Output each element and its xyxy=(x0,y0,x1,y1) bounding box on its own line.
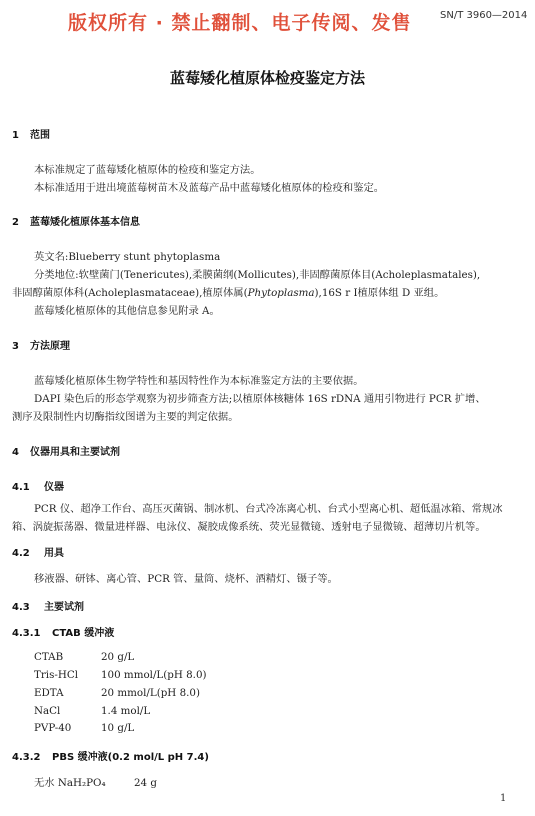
subsection-number: 4.1 xyxy=(12,482,30,493)
reagent-amount: 1.4 mol/L xyxy=(101,705,151,717)
section-title: 方法原理 xyxy=(30,341,70,352)
reagent-name: Tris-HCl xyxy=(34,669,78,681)
subsection-4-3-2-heading xyxy=(12,748,209,763)
section-number: 4 xyxy=(12,447,19,458)
section-number: 2 xyxy=(12,217,19,228)
subsection-title: CTAB 缓冲液 xyxy=(52,628,115,639)
section-number: 1 xyxy=(12,130,19,141)
reagent-row xyxy=(34,669,207,681)
subsection-number: 4.3.2 xyxy=(12,752,41,763)
reagent-name: NaCl xyxy=(34,705,61,717)
subsection-4-2-heading xyxy=(12,544,64,559)
section-1-paragraph-2: 本标准适用于进出境蓝莓树苗木及蓝莓产品中蓝莓矮化植原体的检疫和鉴定。 xyxy=(34,182,385,194)
copyright-watermark: 版权所有 · 禁止翻制、电子传阅、发售 xyxy=(68,12,412,34)
section-3-paragraph-1: 蓝莓矮化植原体生物学特性和基因特性作为本标准鉴定方法的主要依据。 xyxy=(34,375,364,387)
page-title: 蓝莓矮化植原体检疫鉴定方法 xyxy=(169,69,365,87)
reagent-amount: 24 g xyxy=(134,777,157,789)
subsection-4-3-heading xyxy=(12,598,84,613)
subsection-4-3-1-heading xyxy=(12,624,114,639)
reagent-row xyxy=(34,705,150,717)
reagent-name: PVP-40 xyxy=(34,722,72,734)
reagent-amount: 20 g/L xyxy=(101,651,135,663)
section-2-english-name: 英文名:Blueberry stunt phytoplasma xyxy=(34,251,221,263)
instruments-line-2: 箱、涡旋振荡器、微量进样器、电泳仪、凝胶成像系统、荧光显微镜、透射电子显微镜、超薄切片机等。 xyxy=(12,521,486,533)
taxonomy-text-a: 非固醇菌原体科(Acholeplasmataceae),植原体属( xyxy=(12,287,248,299)
reagent-row xyxy=(34,651,134,663)
reagent-name: EDTA xyxy=(34,687,64,699)
subsection-number: 4.2 xyxy=(12,548,30,559)
subsection-number: 4.3 xyxy=(12,602,30,613)
standard-number: SN/T 3960—2014 xyxy=(440,10,528,21)
subsection-number: 4.3.1 xyxy=(12,628,41,639)
reagent-amount: 100 mmol/L(pH 8.0) xyxy=(101,669,207,681)
reagent-amount: 10 g/L xyxy=(101,722,135,734)
section-title: 范围 xyxy=(30,130,50,141)
section-4-heading xyxy=(12,443,120,458)
tools-line-1: 移液器、研钵、离心管、PCR 管、量筒、烧杯、酒精灯、镊子等。 xyxy=(34,573,338,585)
page-number: 1 xyxy=(500,793,507,804)
section-number: 3 xyxy=(12,341,19,352)
reagent-row xyxy=(34,774,157,789)
section-2-taxonomy-line-1: 分类地位:软壁菌门(Tenericutes),柔膜菌纲(Mollicutes),非固醇菌原体目(Acholeplasmatales), xyxy=(34,269,481,281)
instruments-line-1: PCR 仪、超净工作台、高压灭菌锅、制冰机、台式冷冻离心机、台式小型离心机、超低温冰箱、常规冰 xyxy=(34,503,503,515)
reagent-amount: 20 mmol/L(pH 8.0) xyxy=(101,687,200,699)
section-2-taxonomy-line-2 xyxy=(12,284,444,299)
subsection-title: PBS 缓冲液(0.2 mol/L pH 7.4) xyxy=(52,752,209,763)
reagent-row xyxy=(34,722,134,734)
section-2-appendix-note: 蓝莓矮化植原体的其他信息参见附录 A。 xyxy=(34,305,220,317)
subsection-4-1-heading xyxy=(12,478,64,493)
section-1-paragraph-1: 本标准规定了蓝莓矮化植原体的检疫和鉴定方法。 xyxy=(34,164,261,176)
section-2-heading xyxy=(12,213,140,228)
section-3-paragraph-2-line-2: 测序及限制性内切酶指纹图谱为主要的判定依据。 xyxy=(12,411,239,423)
section-title: 仪器用具和主要试剂 xyxy=(30,447,120,458)
reagent-name: 无水 NaH₂PO₄ xyxy=(34,777,106,789)
reagent-name: CTAB xyxy=(34,651,64,663)
subsection-title: 主要试剂 xyxy=(44,602,84,613)
section-title: 蓝莓矮化植原体基本信息 xyxy=(30,217,140,228)
subsection-title: 用具 xyxy=(44,548,64,559)
section-3-paragraph-2-line-1: DAPI 染色后的形态学观察为初步筛查方法;以植原体核糖体 16S rDNA 通用引物进行 PCR 扩增、 xyxy=(34,393,486,405)
section-3-heading xyxy=(12,337,70,352)
reagent-row xyxy=(34,687,200,699)
section-1-heading xyxy=(12,126,50,141)
genus-name: Phytoplasma xyxy=(247,287,315,299)
taxonomy-text-b: ),16S r Ⅰ植原体组 D 亚组。 xyxy=(314,287,445,299)
subsection-title: 仪器 xyxy=(44,482,64,493)
